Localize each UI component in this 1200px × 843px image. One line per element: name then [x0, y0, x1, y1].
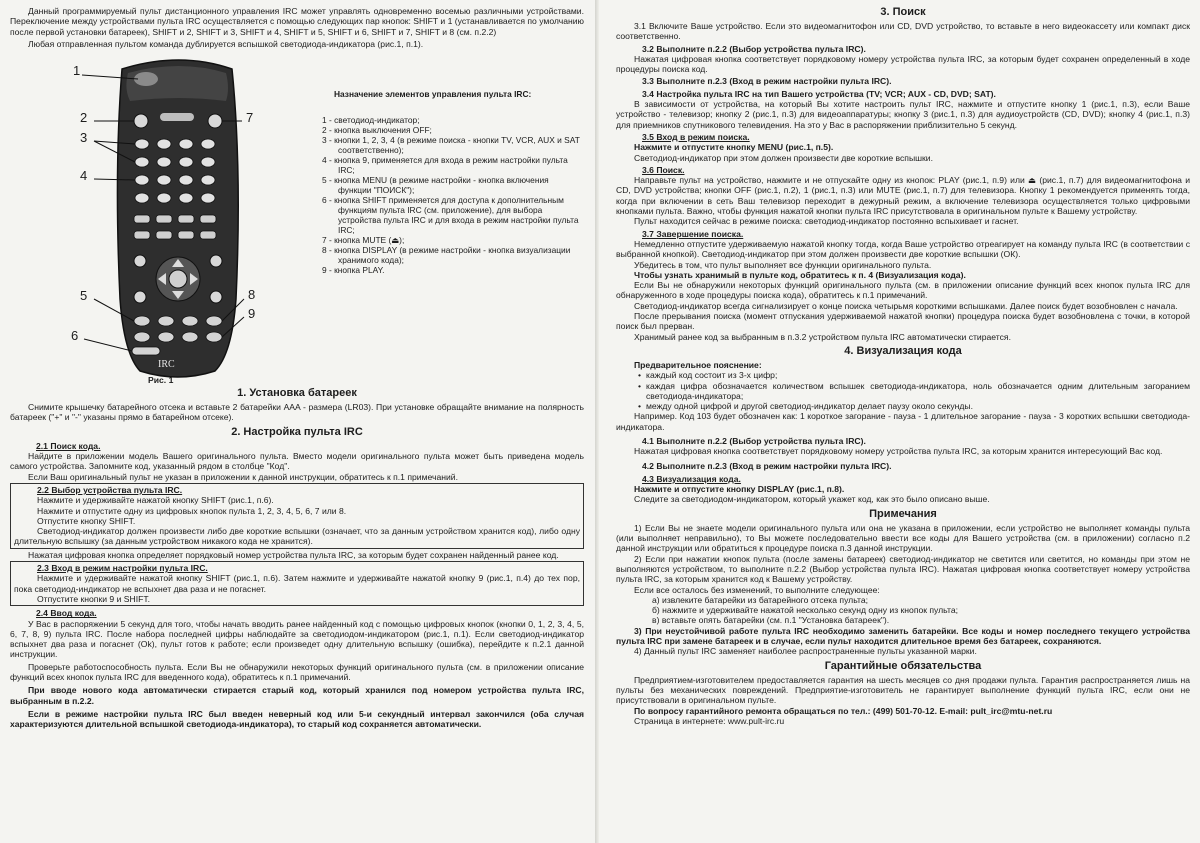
s22-line: Отпустите кнопку SHIFT. — [37, 515, 136, 526]
warranty-title: Гарантийные обязательства — [824, 659, 982, 672]
callout-8: 8 — [248, 287, 256, 303]
callout-2: 2 — [80, 110, 88, 126]
s37-text-6: Хранимый ранее код за выбранным в п.3.2 устройством пульта IRC автоматически стирается. — [634, 331, 1011, 342]
section-1-title: 1. Установка батареек — [237, 387, 357, 400]
s34-text: В зависимости от устройства, на который Вы хотите настроить пульт IRC, нажмите и отпустите кнопку 1 (рис.1, п.3), если Ваше устройство - телевизор; кнопку 2 (рис.1, п.3) для видеоаппаратуры; кнопку 3 (рис.1, п.3) для аудиоустройств (CD, DVD); кнопку 4 (рис.1, п.3) для приемников спутникового телевидения. На это у Вас в распоряжении приблизительно 5 секунд. — [616, 99, 1190, 130]
warranty-contact: По вопросу гарантийного ремонта обращаться по тел.: (499) 501-70-12. E-mail: pult_irc@mtu-net.ru — [634, 705, 1053, 716]
prelim-item: • каждая цифра обозначается количеством вспышек светодиода-индикатора, ноль обозначается одним длительным загоранием светодиода-индикатора; — [616, 381, 1190, 402]
s43-title: 4.3 Визуализация кода. — [642, 473, 741, 484]
s33-title: 3.3 Выполните п.2.3 (Вход в режим настройки пульта IRC). — [642, 76, 892, 87]
s36-text-2: Пульт находится сейчас в режиме поиска: светодиод-индикатор постоянно вспыхивает и гаснет. — [634, 216, 1019, 227]
s22-line: Светодиод-индикатор должен произвести либо две короткие вспышки (означает, что за данным устройством хранится код), либо одну длительную вспышку (за данным устройством никакого кода не хранится). — [14, 526, 580, 547]
legend-item: 9 - кнопка PLAY. — [322, 265, 385, 276]
s43-line: Следите за светодиодом-индикатором, который укажет код, как это было описано выше. — [634, 494, 990, 505]
s37-text-5: После прерывания поиска (момент отпускания удерживаемой нажатой кнопки) процедура поиска будет возобновлена с точки, в которой поиск был прерван. — [616, 311, 1190, 332]
prelim-item: • между одной цифрой и другой светодиод-индикатор делает паузу около секунды. — [616, 401, 1190, 411]
remote-illustration — [10, 49, 310, 384]
legend-item: 7 - кнопка MUTE (⏏); — [322, 235, 405, 246]
legend-item: 8 - кнопка DISPLAY (в режиме настройки - кнопка визуализации хранимого кода); — [322, 245, 571, 266]
s21-text-2: Если Ваш оригинальный пульт не указан в приложении к данной инструкции, обратитесь к п.1 примечаний. — [28, 471, 458, 482]
callout-4: 4 — [80, 168, 88, 184]
s21-text: Найдите в приложении модель Вашего оригинального пульта. Вместо модели оригинального пульта может быть приведена модель самого устройства. Запомните код, указанный рядом в столбце "Код". — [10, 451, 584, 472]
s32-title: 3.2 Выполните п.2.2 (Выбор устройства пульта IRC). — [642, 43, 866, 54]
remote-figure — [10, 49, 584, 384]
legend-item: 4 - кнопка 9, применяется для входа в режим настройки пульта IRC; — [322, 155, 568, 176]
legend-item: 2 - кнопка выключения OFF; — [322, 125, 432, 136]
legend-item: 1 - светодиод-индикатор; — [322, 115, 420, 126]
s32-text: Нажатая цифровая кнопка соответствует порядковому номеру устройства пульта IRC, за которым будет сохранен определенный в ходе процедуры поиска код. — [616, 53, 1190, 75]
legend-title: Назначение элементов управления пульта IRC: — [334, 89, 532, 100]
s37-text-2: Убедитесь в том, что пульт выполняет все функции оригинального пульта. — [634, 259, 932, 270]
callout-9: 9 — [248, 306, 256, 322]
s24-title: 2.4 Ввод кода. — [36, 608, 97, 619]
warranty-site: Страница в интернете: www.pult-irc.ru — [634, 715, 785, 726]
s22-after: Нажатая цифровая кнопка определяет порядковый номер устройства пульта IRC, за которым будет сохранен найденный ранее код. — [28, 549, 559, 560]
s41-title: 4.1 Выполните п.2.2 (Выбор устройства пульта IRC). — [642, 435, 866, 446]
s36-title: 3.6 Поиск. — [642, 164, 685, 175]
s34-title: 3.4 Настройка пульта IRC на тип Вашего устройства (TV; VCR; AUX - CD, DVD; SAT). — [642, 88, 996, 99]
s23-line: Отпустите кнопки 9 и SHIFT. — [37, 593, 151, 604]
note-item: Если все осталось без изменений, то выполните следующее: — [634, 584, 880, 595]
note-item: 1) Если Вы не знаете модели оригинального пульта или она не указана в приложении, если устройство не выполняет команды пульта (или выполняет неправильно), то Вы можете последовательно ввести все коды для Вашего устройства (см. в приложении) согласно п.2 данной инструкции или обратиться к процедуре поиска п.3 данной инструкции. — [616, 522, 1190, 554]
intro-text: Данный программируемый пульт дистанционного управления IRC может управлять одновременно восемью различными устройствами. Переключение между устройствами пульта IRC осуществляется с помощью следующих пар кнопок: SHIFT и 1 (устанавливается по умолчанию после первой установки батареек), SHIFT и 2, SHIFT и 3, SHIFT и 4, SHIFT и 5, SHIFT и 6, SHIFT и 7, SHIFT и 8 (см. п.2.2) — [10, 6, 584, 37]
callout-3: 3 — [80, 130, 88, 146]
callout-7: 7 — [246, 110, 254, 126]
note-item: 4) Данный пульт IRC заменяет наиболее распространенные пульты указанной марки. — [634, 646, 977, 657]
s35-line: Светодиод-индикатор при этом должен произвести две короткие вспышки. — [634, 152, 933, 163]
legend-item: 3 - кнопки 1, 2, 3, 4 (в режиме поиска - кнопки TV, VCR, AUX и SAT соответственно); — [322, 135, 580, 156]
remote-brand: IRC — [158, 359, 175, 371]
s35-title: 3.5 Вход в режим поиска. — [642, 131, 750, 142]
s23-title: 2.3 Вход в режим настройки пульта IRC. — [37, 563, 208, 574]
s22-title: 2.2 Выбор устройства пульта IRC. — [37, 484, 183, 495]
s23-line: Нажмите и удерживайте нажатой кнопку SHIFT (рис.1, п.6). Затем нажмите и удерживайте нажатой кнопку 9 (рис.1, п.4) до тех пор, пока светодиод-индикатор не вспыхнет два раза и не погаснет. — [14, 573, 580, 594]
callout-5: 5 — [80, 288, 88, 304]
s35-line: Нажмите и отпустите кнопку MENU (рис.1, п.5). — [634, 142, 834, 153]
example-text: Например. Код 103 будет обозначен как: 1 короткое загорание - пауза - 1 длительное загорание - пауза - 3 коротких вспышки светодиода-индикатора. — [616, 411, 1190, 432]
s37-text-4: Светодиод-индикатор всегда сигнализирует о конце поиска четырьмя короткими вспышками. Далее поиск будет возобновлен с начала. — [634, 300, 1178, 311]
note-item: а) извлеките батарейки из батарейного отсека пульта; — [652, 594, 869, 605]
intro-text-2: Любая отправленная пультом команда дублируется вспышкой светодиода-индикатора (рис.1, п.1). — [28, 38, 424, 49]
s31-text: 3.1 Включите Ваше устройство. Если это видеомагнитофон или CD, DVD устройство, то вставьте в него видеокассету или компакт диск соответственно. — [616, 21, 1190, 42]
note-item: б) нажмите и удерживайте нажатой несколько секунд одну из кнопок пульта; — [652, 605, 958, 616]
prelim-item: • каждый код состоит из 3-х цифр; — [616, 370, 1190, 380]
left-page — [0, 0, 594, 843]
s24-text-2: Проверьте работоспособность пульта. Если Вы не обнаружили некоторых функций оригинального пульта (см. в приложении описание функций всех кнопок пульта IRC для введенного кода), обратитесь к п.1 примечаний. — [10, 661, 584, 683]
note-item: в) вставьте опять батарейки (см. п.1 "Установка батареек"). — [652, 615, 890, 626]
s36-text: Направьте пульт на устройство, нажмите и не отпускайте одну из кнопок: PLAY (рис.1, п.9) или ⏏ (рис.1, п.7) для видеомагнитофона и CD, DVD устройства; кнопки OFF (рис.1, п.2), 1 (рис.1, п.3) или MUTE (рис.1, п.7) для телевизора. Кнопку 1 рекомендуется применять тогда, когда при включении в сеть Ваш телевизор переходит в дежурный режим, а включение телевизора осуществляется только цифровыми кнопками пульта. Важно, чтобы функция нажатой кнопки пульта IRC присутствовала в оригинальном пульте к Вашему устройству. — [616, 175, 1190, 217]
s37-bold: Чтобы узнать хранимый в пульте код, обратитесь к п. 4 (Визуализация кода). — [634, 269, 966, 280]
legend-item: 5 - кнопка MENU (в режиме настройки - кнопка включения функции "ПОИСК"); — [322, 175, 549, 196]
section-1-text: Снимите крышечку батарейного отсека и вставьте 2 батарейки AAA - размера (LR03). При установке обращайте внимание на полярность батареек ("+" и "-" указаны прямо в батарейном отсеке). — [10, 402, 584, 423]
s41-text: Нажатая цифровая кнопка соответствует порядковому номеру устройства пульта IRC, за которым хранится интересующий Вас код. — [634, 446, 1163, 457]
warranty-text: Предприятием-изготовителем предоставляется гарантия на шесть месяцев со дня продажи пульта. Гарантия распространяется лишь на пульты без механических повреждений. Предприятие-изготовитель не гарантирует выполнение функций пульта IRC, если они не присутствовали в оригинальном пульте. — [616, 674, 1190, 706]
s21-title: 2.1 Поиск кода. — [36, 440, 101, 451]
s24-bold-2: Если в режиме настройки пульта IRC был введен неверный код или 5-и секундный интервал закончился (оба случая характеризуются длительной вспышкой светодиода-индикатора), то старый код сохраняется автоматически. — [10, 708, 584, 730]
section-2-title: 2. Настройка пульта IRC — [231, 425, 363, 438]
s24-text: У Вас в распоряжении 5 секунд для того, чтобы начать вводить ранее найденный код с помощью цифровых кнопок (кнопки 0, 1, 2, 3, 4, 5, 6, 7, 8, 9) пульта IRC. После набора последней цифры наблюдайте за светодиодом-индикатором (рис.1, п.1). Если светодиод-индикатор вспыхнет два раза и погаснет (Ok), пульт готов к работе; если произведет одну длительную вспышку (ошибка), перейдите к п.2.1 данной инструкции. — [10, 618, 584, 660]
section-3-title: 3. Поиск — [880, 6, 926, 18]
s22-box — [10, 483, 584, 549]
s43-line: Нажмите и отпустите кнопку DISPLAY (рис.1, п.8). — [634, 484, 845, 495]
callout-1: 1 — [73, 63, 81, 79]
s22-line: Нажмите и отпустите одну из цифровых кнопок пульта 1, 2, 3, 4, 5, 6, 7 или 8. — [37, 505, 347, 516]
note-item: 2) Если при нажатии кнопок пульта (после замены батареек) светодиод-индикатор не светится или светится, но команды при этом не выполняются устройством, то выполните п.2.2 (Выбор устройства пульта IRC). Нажатая цифровая кнопка соответствует номеру устройства пульта IRC, за которым хранится код к Вашему устройству. — [616, 553, 1190, 585]
notes-list — [616, 523, 1190, 657]
page-fold — [595, 0, 599, 843]
s37-text-3: Если Вы не обнаружили некоторых функций оригинального пульта (см. в приложении описание функций всех кнопок пульта IRC для обнаруженного в ходе процедуры поиска кода), обратитесь к п.1 примечаний. — [616, 280, 1190, 301]
prelim-title: Предварительное пояснение: — [634, 359, 762, 370]
figure-caption: Рис. 1 — [148, 375, 174, 386]
note-item: 3) При неустойчивой работе пульта IRC необходимо заменить батарейки. Все коды и номер последнего текущего устройства пульта IRC при замене батареек и в случае, если пульт находится длительное время без батареек, сохраняются. — [616, 625, 1190, 647]
right-page — [600, 0, 1200, 843]
notes-title: Примечания — [869, 507, 937, 520]
s24-bold-1: При вводе нового кода автоматически стирается старый код, который хранился под номером устройства пульта IRC, выбранным в п.2.2. — [10, 685, 584, 706]
s42-title: 4.2 Выполните п.2.3 (Вход в режим настройки пульта IRC). — [642, 460, 892, 471]
legend — [322, 89, 584, 275]
s37-title: 3.7 Завершение поиска. — [642, 228, 744, 239]
section-4-title: 4. Визуализация кода — [844, 344, 962, 357]
legend-item: 6 - кнопка SHIFT применяется для доступа к дополнительным функциям пульта IRC (см. приложение), для выбора устройства пульта IRC и для входа в режим настройки пульта IRC; — [322, 195, 579, 236]
callout-6: 6 — [71, 328, 79, 344]
s23-box — [10, 561, 584, 606]
s22-line: Нажмите и удерживайте нажатой кнопку SHIFT (рис.1, п.6). — [37, 495, 274, 506]
s37-text: Немедленно отпустите удерживаемую нажатой кнопку тогда, когда Ваше устройство отреагирует на команду пульта IRC (в соответствии с выбранной кнопкой). Светодиод-индикатор при этом должен произвести две короткие вспышки (ОК). — [616, 238, 1190, 260]
